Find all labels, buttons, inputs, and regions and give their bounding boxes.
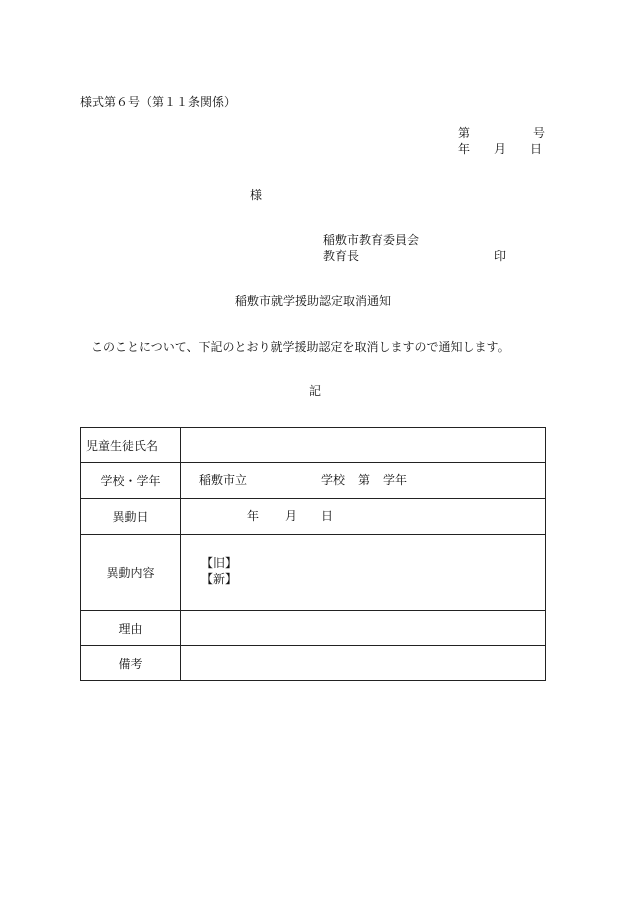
grade-prefix: 第 [358, 473, 371, 487]
student-name-value [181, 428, 546, 463]
date-day: 日 [530, 142, 543, 156]
transfer-date-label: 異動日 [81, 499, 181, 535]
reason-value [181, 611, 546, 646]
transfer-new: 【新】 [201, 572, 238, 586]
student-name-label: 児童生徒氏名 [81, 428, 181, 463]
sender-title: 教育長 [323, 249, 360, 263]
table-row [81, 499, 546, 535]
transfer-month: 月 [285, 509, 298, 523]
transfer-old: 【旧】 [201, 556, 238, 570]
table-row [81, 428, 546, 463]
school-grade-label: 学校・学年 [81, 463, 181, 499]
sender-seal: 印 [494, 249, 507, 263]
document-title: 稲敷市就学援助認定取消通知 [235, 294, 392, 308]
form-number: 様式第６号（第１１条関係） [80, 95, 237, 109]
transfer-date-value [181, 499, 546, 535]
transfer-content-value [181, 535, 546, 611]
sender-organization: 稲敷市教育委員会 [323, 233, 420, 247]
table-row [81, 646, 546, 681]
date-year: 年 [458, 142, 471, 156]
table-row [81, 611, 546, 646]
transfer-content-label: 異動内容 [81, 535, 181, 611]
doc-no-prefix: 第 [458, 126, 471, 140]
recipient-honorific: 様 [250, 188, 263, 202]
grade-suffix: 学年 [383, 473, 408, 487]
table-row [81, 463, 546, 499]
transfer-day: 日 [321, 509, 334, 523]
school-city: 稲敷市立 [199, 473, 248, 487]
table-row [81, 535, 546, 611]
transfer-year: 年 [247, 509, 260, 523]
doc-no-suffix: 号 [533, 126, 546, 140]
school-grade-value [181, 463, 546, 499]
school-suffix: 学校 [321, 473, 346, 487]
document-body: このことについて、下記のとおり就学援助認定を取消しますので通知します。 [91, 340, 510, 354]
reason-label: 理由 [81, 611, 181, 646]
details-table [80, 427, 546, 681]
date-month: 月 [494, 142, 507, 156]
remarks-label: 備考 [81, 646, 181, 681]
remarks-value [181, 646, 546, 681]
ki-marker: 記 [309, 384, 322, 398]
